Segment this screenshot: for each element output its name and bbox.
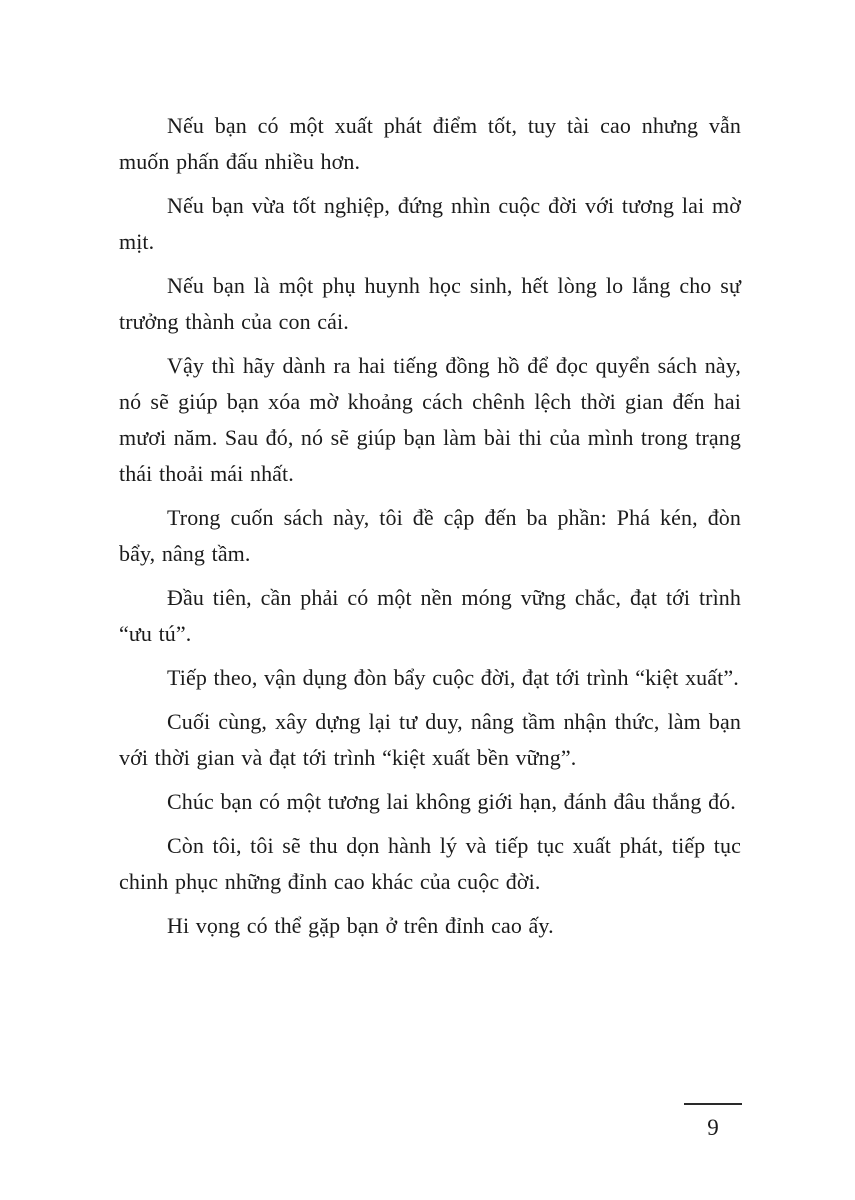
page-number: 9 [707,1115,719,1140]
paragraph: Vậy thì hãy dành ra hai tiếng đồng hồ để đọc quyển sách này, nó sẽ giúp bạn xóa mờ khoảng cách chênh lệch thời gian đến hai mươi năm. Sau đó, nó sẽ giúp bạn làm bài thi của mình trong trạng thái thoải mái nhất. [119,353,741,486]
paragraph: Cuối cùng, xây dựng lại tư duy, nâng tầm nhận thức, làm bạn với thời gian và đạt tới trình “kiệt xuất bền vững”. [119,709,741,770]
paragraph: Tiếp theo, vận dụng đòn bẩy cuộc đời, đạt tới trình “kiệt xuất”. [167,665,739,690]
footer-rule [684,1103,742,1105]
paragraph: Nếu bạn vừa tốt nghiệp, đứng nhìn cuộc đời với tương lai mờ mịt. [119,193,741,254]
paragraph: Hi vọng có thể gặp bạn ở trên đỉnh cao ấy. [167,913,554,938]
paragraph: Trong cuốn sách này, tôi đề cập đến ba phần: Phá kén, đòn bẩy, nâng tầm. [119,505,741,566]
paragraph: Còn tôi, tôi sẽ thu dọn hành lý và tiếp tục xuất phát, tiếp tục chinh phục những đỉnh cao khác của cuộc đời. [119,833,741,894]
paragraph: Nếu bạn là một phụ huynh học sinh, hết lòng lo lắng cho sự trưởng thành của con cái. [119,273,741,334]
paragraph: Nếu bạn có một xuất phát điểm tốt, tuy tài cao nhưng vẫn muốn phấn đấu nhiều hơn. [119,113,741,174]
paragraph: Đầu tiên, cần phải có một nền móng vững chắc, đạt tới trình “ưu tú”. [119,585,741,646]
paragraph: Chúc bạn có một tương lai không giới hạn, đánh đâu thắng đó. [167,789,736,814]
page-footer [683,1103,743,1141]
body-text [119,108,741,952]
